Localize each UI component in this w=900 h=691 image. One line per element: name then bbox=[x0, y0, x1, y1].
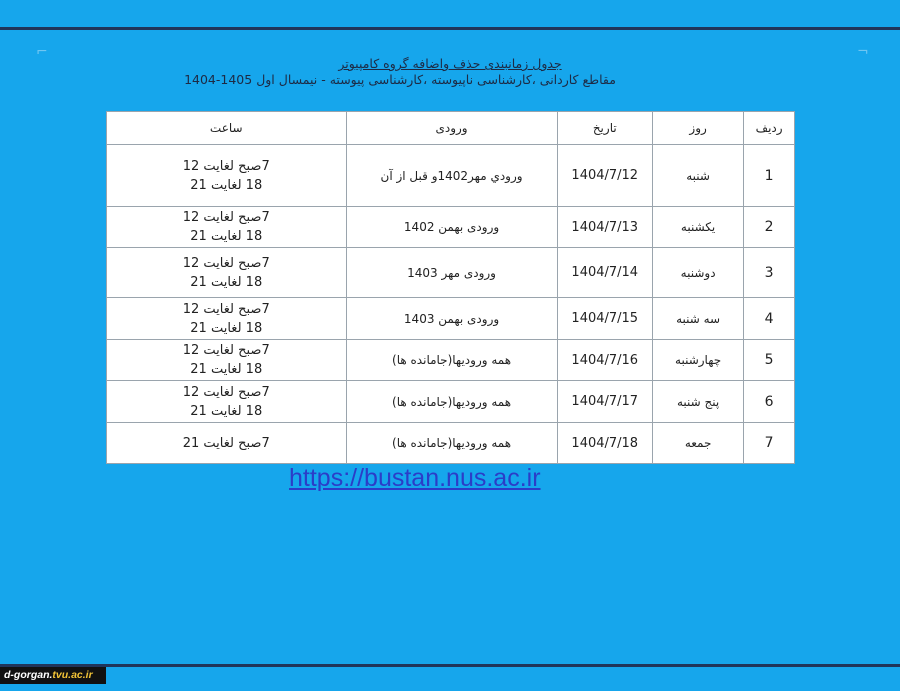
date-cell: 1404/7/13 bbox=[557, 207, 652, 248]
day-cell: سه شنبه bbox=[652, 298, 743, 340]
hour-line-2: 18 لغایت 21 bbox=[190, 274, 263, 290]
corner-mark: ⌐ bbox=[36, 44, 48, 60]
column-header-entry: ورودی bbox=[346, 112, 557, 145]
hour-line-1: 7صبح لغایت 12 bbox=[182, 384, 270, 400]
entry-cell: ورودي مهر1402و قبل از آن bbox=[346, 145, 557, 207]
table-row bbox=[107, 145, 795, 207]
hour-line-2: 18 لغایت 21 bbox=[190, 177, 263, 193]
hour-line-1: 7صبح لغایت 12 bbox=[182, 255, 270, 271]
row-number: 4 bbox=[744, 298, 795, 340]
site-watermark bbox=[0, 667, 106, 684]
entry-cell: ورودی مهر 1403 bbox=[346, 248, 557, 298]
bottom-divider bbox=[0, 664, 900, 667]
entry-cell: ورودی بهمن 1403 bbox=[346, 298, 557, 340]
table-row bbox=[107, 298, 795, 340]
hour-cell bbox=[107, 145, 347, 207]
row-number: 5 bbox=[744, 340, 795, 381]
day-cell: چهارشنبه bbox=[652, 340, 743, 381]
column-header-day: روز bbox=[652, 112, 743, 145]
row-number: 3 bbox=[744, 248, 795, 298]
hour-line-2: 18 لغایت 21 bbox=[190, 320, 263, 336]
hour-cell bbox=[107, 207, 347, 248]
entry-cell: همه ورودیها(جامانده ها) bbox=[346, 423, 557, 464]
row-number: 7 bbox=[744, 423, 795, 464]
day-cell: شنبه bbox=[652, 145, 743, 207]
watermark-prefix: d-gorgan. bbox=[4, 669, 53, 681]
date-cell: 1404/7/17 bbox=[557, 381, 652, 423]
hour-line-1: 7صبح لغایت 12 bbox=[182, 343, 270, 358]
hour-cell bbox=[107, 423, 347, 464]
table-row bbox=[107, 423, 795, 464]
row-number: 6 bbox=[744, 381, 795, 423]
day-cell: جمعه bbox=[652, 423, 743, 464]
hour-line-2: 18 لغایت 21 bbox=[190, 229, 263, 244]
page-subtitle: مقاطع کاردانی ،کارشناسی ناپیوسته ،کارشناسی پیوسته - نیمسال اول 1405-1404 bbox=[184, 72, 616, 87]
entry-cell: همه ورودیها(جامانده ها) bbox=[346, 381, 557, 423]
corner-mark: ¬ bbox=[857, 44, 869, 60]
schedule-table bbox=[106, 111, 795, 464]
day-cell: دوشنبه bbox=[652, 248, 743, 298]
table-row bbox=[107, 248, 795, 298]
table-header-row bbox=[107, 112, 795, 145]
entry-cell: همه ورودیها(جامانده ها) bbox=[346, 340, 557, 381]
hour-cell bbox=[107, 248, 347, 298]
bustan-link[interactable]: https://bustan.nus.ac.ir bbox=[289, 464, 541, 492]
row-number: 2 bbox=[744, 207, 795, 248]
date-cell: 1404/7/14 bbox=[557, 248, 652, 298]
entry-cell: ورودی بهمن 1402 bbox=[346, 207, 557, 248]
column-header-hour: ساعت bbox=[107, 112, 347, 145]
date-cell: 1404/7/18 bbox=[557, 423, 652, 464]
hour-cell bbox=[107, 340, 347, 381]
column-header-date: تاریخ bbox=[557, 112, 652, 145]
hour-line-2: 18 لغایت 21 bbox=[190, 362, 263, 377]
hour-line-1: 7صبح لغایت 21 bbox=[182, 435, 270, 451]
table-row bbox=[107, 381, 795, 423]
hour-line-2: 18 لغایت 21 bbox=[190, 403, 263, 419]
hour-line-1: 7صبح لغایت 12 bbox=[182, 210, 270, 225]
row-number: 1 bbox=[744, 145, 795, 207]
date-cell: 1404/7/16 bbox=[557, 340, 652, 381]
top-divider bbox=[0, 27, 900, 30]
hour-line-1: 7صبح لغایت 12 bbox=[182, 301, 270, 317]
hour-cell bbox=[107, 298, 347, 340]
watermark-domain: tvu.ac.ir bbox=[52, 669, 93, 681]
day-cell: پنج شنبه bbox=[652, 381, 743, 423]
top-strip bbox=[0, 0, 900, 27]
day-cell: یکشنبه bbox=[652, 207, 743, 248]
hour-line-1: 7صبح لغایت 12 bbox=[182, 158, 270, 174]
page-title: جدول زمانبندی حذف واضافه گروه کامپیوتر bbox=[338, 56, 562, 71]
hour-cell bbox=[107, 381, 347, 423]
column-header-row: ردیف bbox=[744, 112, 795, 145]
table-row bbox=[107, 207, 795, 248]
date-cell: 1404/7/15 bbox=[557, 298, 652, 340]
table-row bbox=[107, 340, 795, 381]
date-cell: 1404/7/12 bbox=[557, 145, 652, 207]
